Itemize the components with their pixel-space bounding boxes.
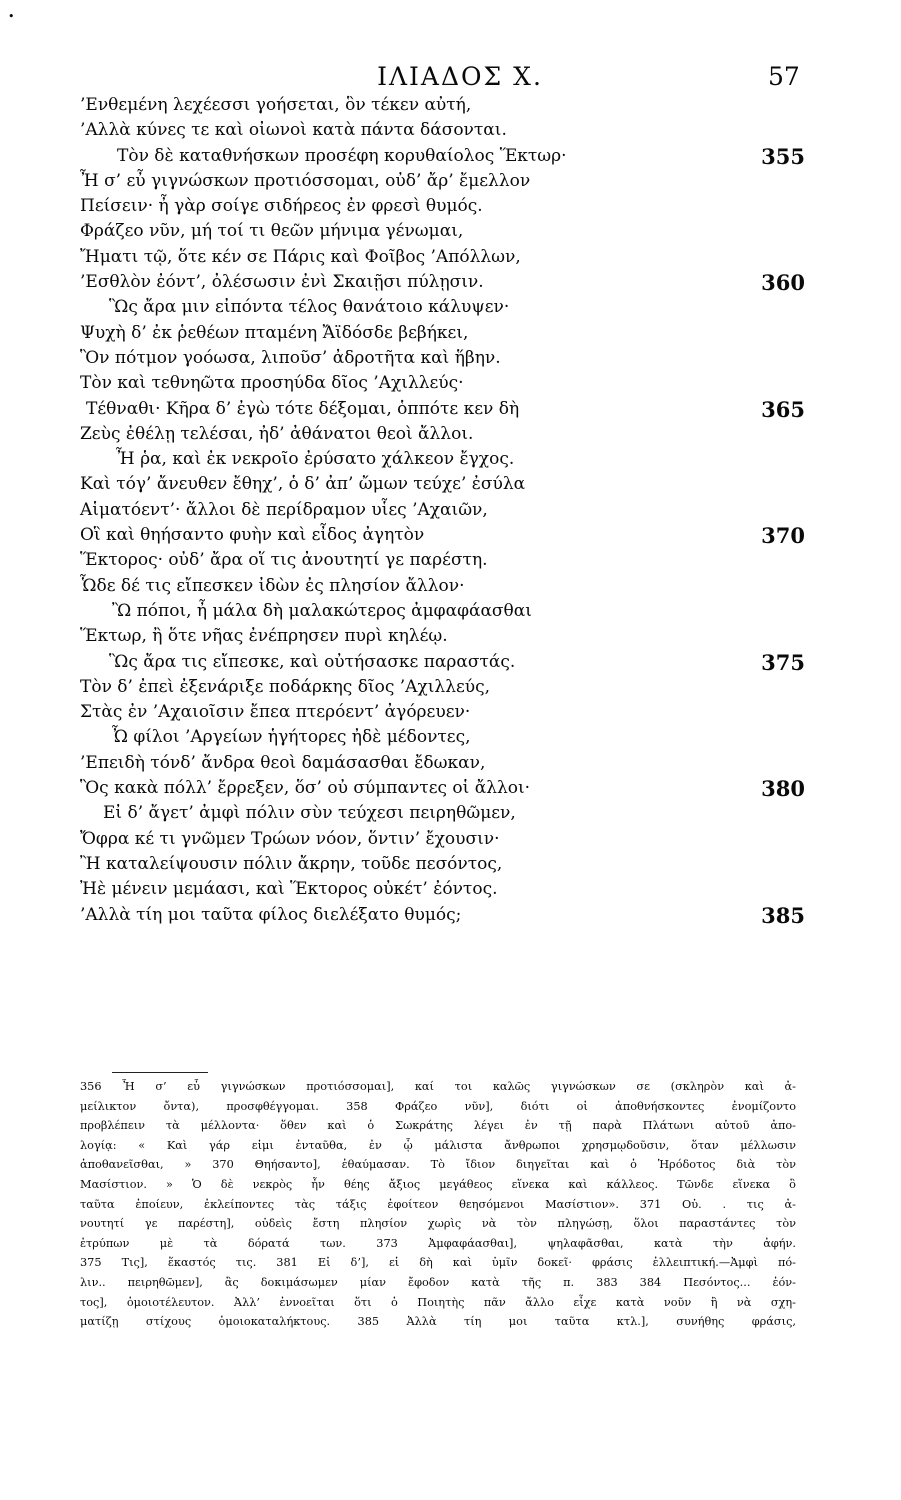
verse-text: Καὶ τόγ’ ἄνευθεν ἔθηχ’, ὁ δ’ ἀπ’ ὤμων τεύχε’ ἐσύλα [80,474,526,495]
verse-line [0,776,901,801]
verse-text: ’Ενθεμένη λεχέεσσι γοήσεται, ὃν τέκεν αὐτή, [80,95,472,115]
verse-line [0,751,901,776]
footnote-line: λιν.. πειρηθῶμεν], ἂς δοκιμάσωμεν μίαν ἔφοδον κατὰ τῆς π. 383 384 Πεσόντος... ἐόν- [80,1275,796,1289]
verse-text: ’Επειδὴ τόνδ’ ἄνδρα θεοὶ δαμάσασθαι ἔδωκαν, [80,752,486,773]
verse-text: Ὧδε δέ τις εἴπεσκεν ἰδὼν ἐς πλησίον ἄλλον· [80,575,465,596]
verse-text: Τὸν δ’ ἐπεὶ ἐξενάριξε ποδάρκης δῖος ’Αχιλλεύς, [80,676,491,697]
verse-text: Τὸν καὶ τεθνηῶτα προσηύδα δῖος ’Αχιλλεύς· [80,373,464,394]
footnote-line: ἐτρύπων μὲ τὰ δόρατά των. 373 Ἀμφαφάασθαι], ψηλαφᾶσθαι, κατὰ τὴν ἀφήν. [80,1236,796,1250]
verse-line [0,245,901,270]
verse-line [0,371,901,396]
verse-line [0,270,901,295]
verse-text: Φράζεο νῦν, μή τοί τι θεῶν μήνιμα γένωμαι, [80,221,464,242]
verse-line [0,422,901,447]
footnote-line: τος], ὁμοιοτέλευτον. Ἀλλ’ ἐννοεῖται ὅτι ὁ Ποιητὴς πᾶν ἄλλο εἶχε κατὰ νοῦν ἢ νὰ σχη- [80,1295,796,1309]
verse-text: ’Εσθλὸν ἐόντ’, ὀλέσωσιν ἐνὶ Σκαιῇσι πύλῃσιν. [80,272,484,293]
line-number: 360 [761,270,805,296]
verse-text: Αἱματόεντ’· ἄλλοι δὲ περίδραμον υἷες ’Αχαιῶν, [80,499,488,520]
verse-line [0,144,901,169]
verse-text: Ὄφρα κέ τι γνῶμεν Τρώων νόον, ὅντιν’ ἔχουσιν· [80,828,500,849]
verse-text: ’Αλλὰ τίη μοι ταῦτα φίλος διελέξατο θυμός; [80,904,462,925]
footnote-line: 356 Ἦ σ’ εὖ γιγνώσκων προτιόσσομαι], καί τοι καλῶς γιγνώσκων σε (σκληρὸν καὶ ἀ- [80,1080,796,1093]
verse-line [0,877,901,902]
verse-line [0,93,901,118]
footnote-line: προβλέπειν τὰ μέλλοντα· ὅθεν καὶ ὁ Σωκράτης λέγει ἐν τῇ παρὰ Πλάτωνι αὐτοῦ ἀπο- [80,1119,796,1133]
verse-line [0,574,901,599]
verse-text: Ἕκτορος· οὐδ’ ἄρα οἵ τις ἀνουτητί γε παρέστη. [80,550,488,571]
page-number: 57 [768,62,800,91]
verse-line [0,650,901,675]
footnote-line: μείλικτον ὄντα), προσφθέγγομαι. 358 Φράζεο νῦν], διότι οἱ ἀποθνήσκοντες ἐνομίζοντο [80,1099,796,1113]
footnote-line: λογίᾳ: « Καὶ γάρ εἰμι ἐνταῦθα, ἐν ᾧ μάλιστα ἄνθρωποι χρησμῳδοῦσιν, ὅταν μέλλωσιν [80,1138,796,1152]
line-number: 355 [761,143,805,169]
verse-text: Ἦ σ’ εὖ γιγνώσκων προτιόσσομαι, οὐδ’ ἄρ’ ἔμελλον [80,170,531,191]
verse-line [0,548,901,573]
footnote-line: ματίζῃ στίχους ὁμοιοκαταλήκτους. 385 Ἀλλὰ τίη μοι ταῦτα κτλ.], συνήθης φράσις, [80,1315,796,1329]
verse-text: Ἕκτωρ, ἢ ὅτε νῆας ἐνέπρησεν πυρὶ κηλέῳ. [80,626,448,647]
verse-line [0,827,901,852]
line-number: 375 [761,649,805,675]
verse-line [0,118,901,143]
footnote-line: Μασίστιον. » Ὁ δὲ νεκρὸς ἦν θέης ἄξιος μεγάθεος εἵνεκα καὶ κάλλεος. Τῶνδε εἵνεκα ὃ [80,1177,796,1191]
verse-text: Ὣς ἄρα τις εἴπεσκε, καὶ οὐτήσασκε παραστάς. [109,651,516,672]
verse-text: Πείσειν· ἦ γὰρ σοίγε σιδήρεος ἐν φρεσὶ θυμός. [80,196,483,217]
verse-line [0,523,901,548]
verse-text: Ζεὺς ἐθέλῃ τελέσαι, ἠδ’ ἀθάνατοι θεοὶ ἄλλοι. [80,423,474,444]
verse-text: Τέθναθι· Κῆρα δ’ ἐγὼ τότε δέξομαι, ὁππότε κεν δὴ [86,398,520,419]
line-number: 365 [761,396,805,422]
verse-line [0,852,901,877]
verse-line [0,498,901,523]
verse-line [0,346,901,371]
verse-text: Ὃν πότμον γοόωσα, λιποῦσ’ ἀδροτῆτα καὶ ἥβην. [80,347,501,368]
verse-text: Ἤματι τῷ, ὅτε κέν σε Πάρις καὶ Φοῖβος ’Απόλλων, [80,246,521,267]
verse-line [0,599,901,624]
footnote-line: ἀποθανεῖσθαι, » 370 Θηήσαντο], ἐθαύμασαν. Τὸ ἴδιον διηγεῖται καὶ ὁ Ἡρόδοτος διὰ τὸν [80,1158,796,1172]
verse-text: Ἢ καταλείψουσιν πόλιν ἄκρην, τοῦδε πεσόντος, [80,853,503,874]
verse-block [0,93,901,928]
verse-line [0,169,901,194]
verse-line [0,397,901,422]
verse-line [0,700,901,725]
verse-line [0,194,901,219]
verse-line [0,447,901,472]
verse-line [0,624,901,649]
footnote-rule [112,1072,208,1073]
verse-text: Ψυχὴ δ’ ἐκ ῥεθέων πταμένη Ἄϊδόσδε βεβήκει, [80,322,469,343]
verse-text: ’Αλλὰ κύνες τε καὶ οἰωνοὶ κατὰ πάντα δάσονται. [80,120,507,141]
verse-line [0,801,901,826]
verse-text: Ὣς ἄρα μιν εἰπόντα τέλος θανάτοιο κάλυψεν· [109,297,510,318]
verse-line [0,295,901,320]
footnote-block [80,1077,796,1332]
verse-text: Ὦ φίλοι ’Αργείων ἡγήτορες ἠδὲ μέδοντες, [112,727,471,748]
verse-text: Εἰ δ’ ἄγετ’ ἀμφὶ πόλιν σὺν τεύχεσι πειρηθῶμεν, [103,803,516,824]
verse-text: Ἦ ῥα, καὶ ἐκ νεκροῖο ἐρύσατο χάλκεον ἔγχος. [116,449,515,470]
verse-line [0,903,901,928]
verse-text: Ἠὲ μένειν μεμάασι, καὶ Ἕκτορος οὐκέτ’ ἐόντος. [80,879,498,900]
verse-line [0,321,901,346]
footnote-line: ταῦτα ἐποίευν, ἐκλείποντες τὰς τάξις ἐφοίτεον θεησόμενοι Μασίστιον». 371 Οὐ. . τις ἀ- [80,1197,796,1211]
verse-text: Ὃς κακὰ πόλλ’ ἔρρεξεν, ὅσ’ οὐ σύμπαντες οἱ ἄλλοι· [80,778,531,799]
verse-line [0,725,901,750]
line-number: 370 [761,523,805,549]
line-number: 385 [761,902,805,928]
verse-text: Οἳ καὶ θηήσαντο φυὴν καὶ εἶδος ἀγητὸν [80,525,425,546]
line-number: 380 [761,776,805,802]
corner-mark: • [8,10,15,23]
verse-line [0,219,901,244]
footnote-line: νουτητί γε παρέστη], οὐδεὶς ἔστη πλησίον χωρὶς νὰ τὸν πληγώσῃ, ὅλοι παραστάντες τὸν [80,1217,796,1231]
verse-line [0,675,901,700]
verse-text: Στὰς ἐν ’Αχαιοῖσιν ἔπεα πτερόεντ’ ἀγόρευεν· [80,702,471,723]
verse-line [0,472,901,497]
running-title: ΙΛΙΑΔΟΣ Χ. [377,62,543,91]
footnote-line: 375 Τις], ἕκαστός τις. 381 Εἰ δ’], εἰ δὴ καὶ ὑμῖν δοκεῖ· φράσις ἐλλειπτική.—Ἀμφὶ πό- [80,1256,796,1270]
verse-text: Ὢ πόποι, ἦ μάλα δὴ μαλακώτερος ἀμφαφάασθαι [112,600,532,621]
verse-text: Τὸν δὲ καταθνήσκων προσέφη κορυθαίολος Ἕκτωρ· [117,145,567,166]
